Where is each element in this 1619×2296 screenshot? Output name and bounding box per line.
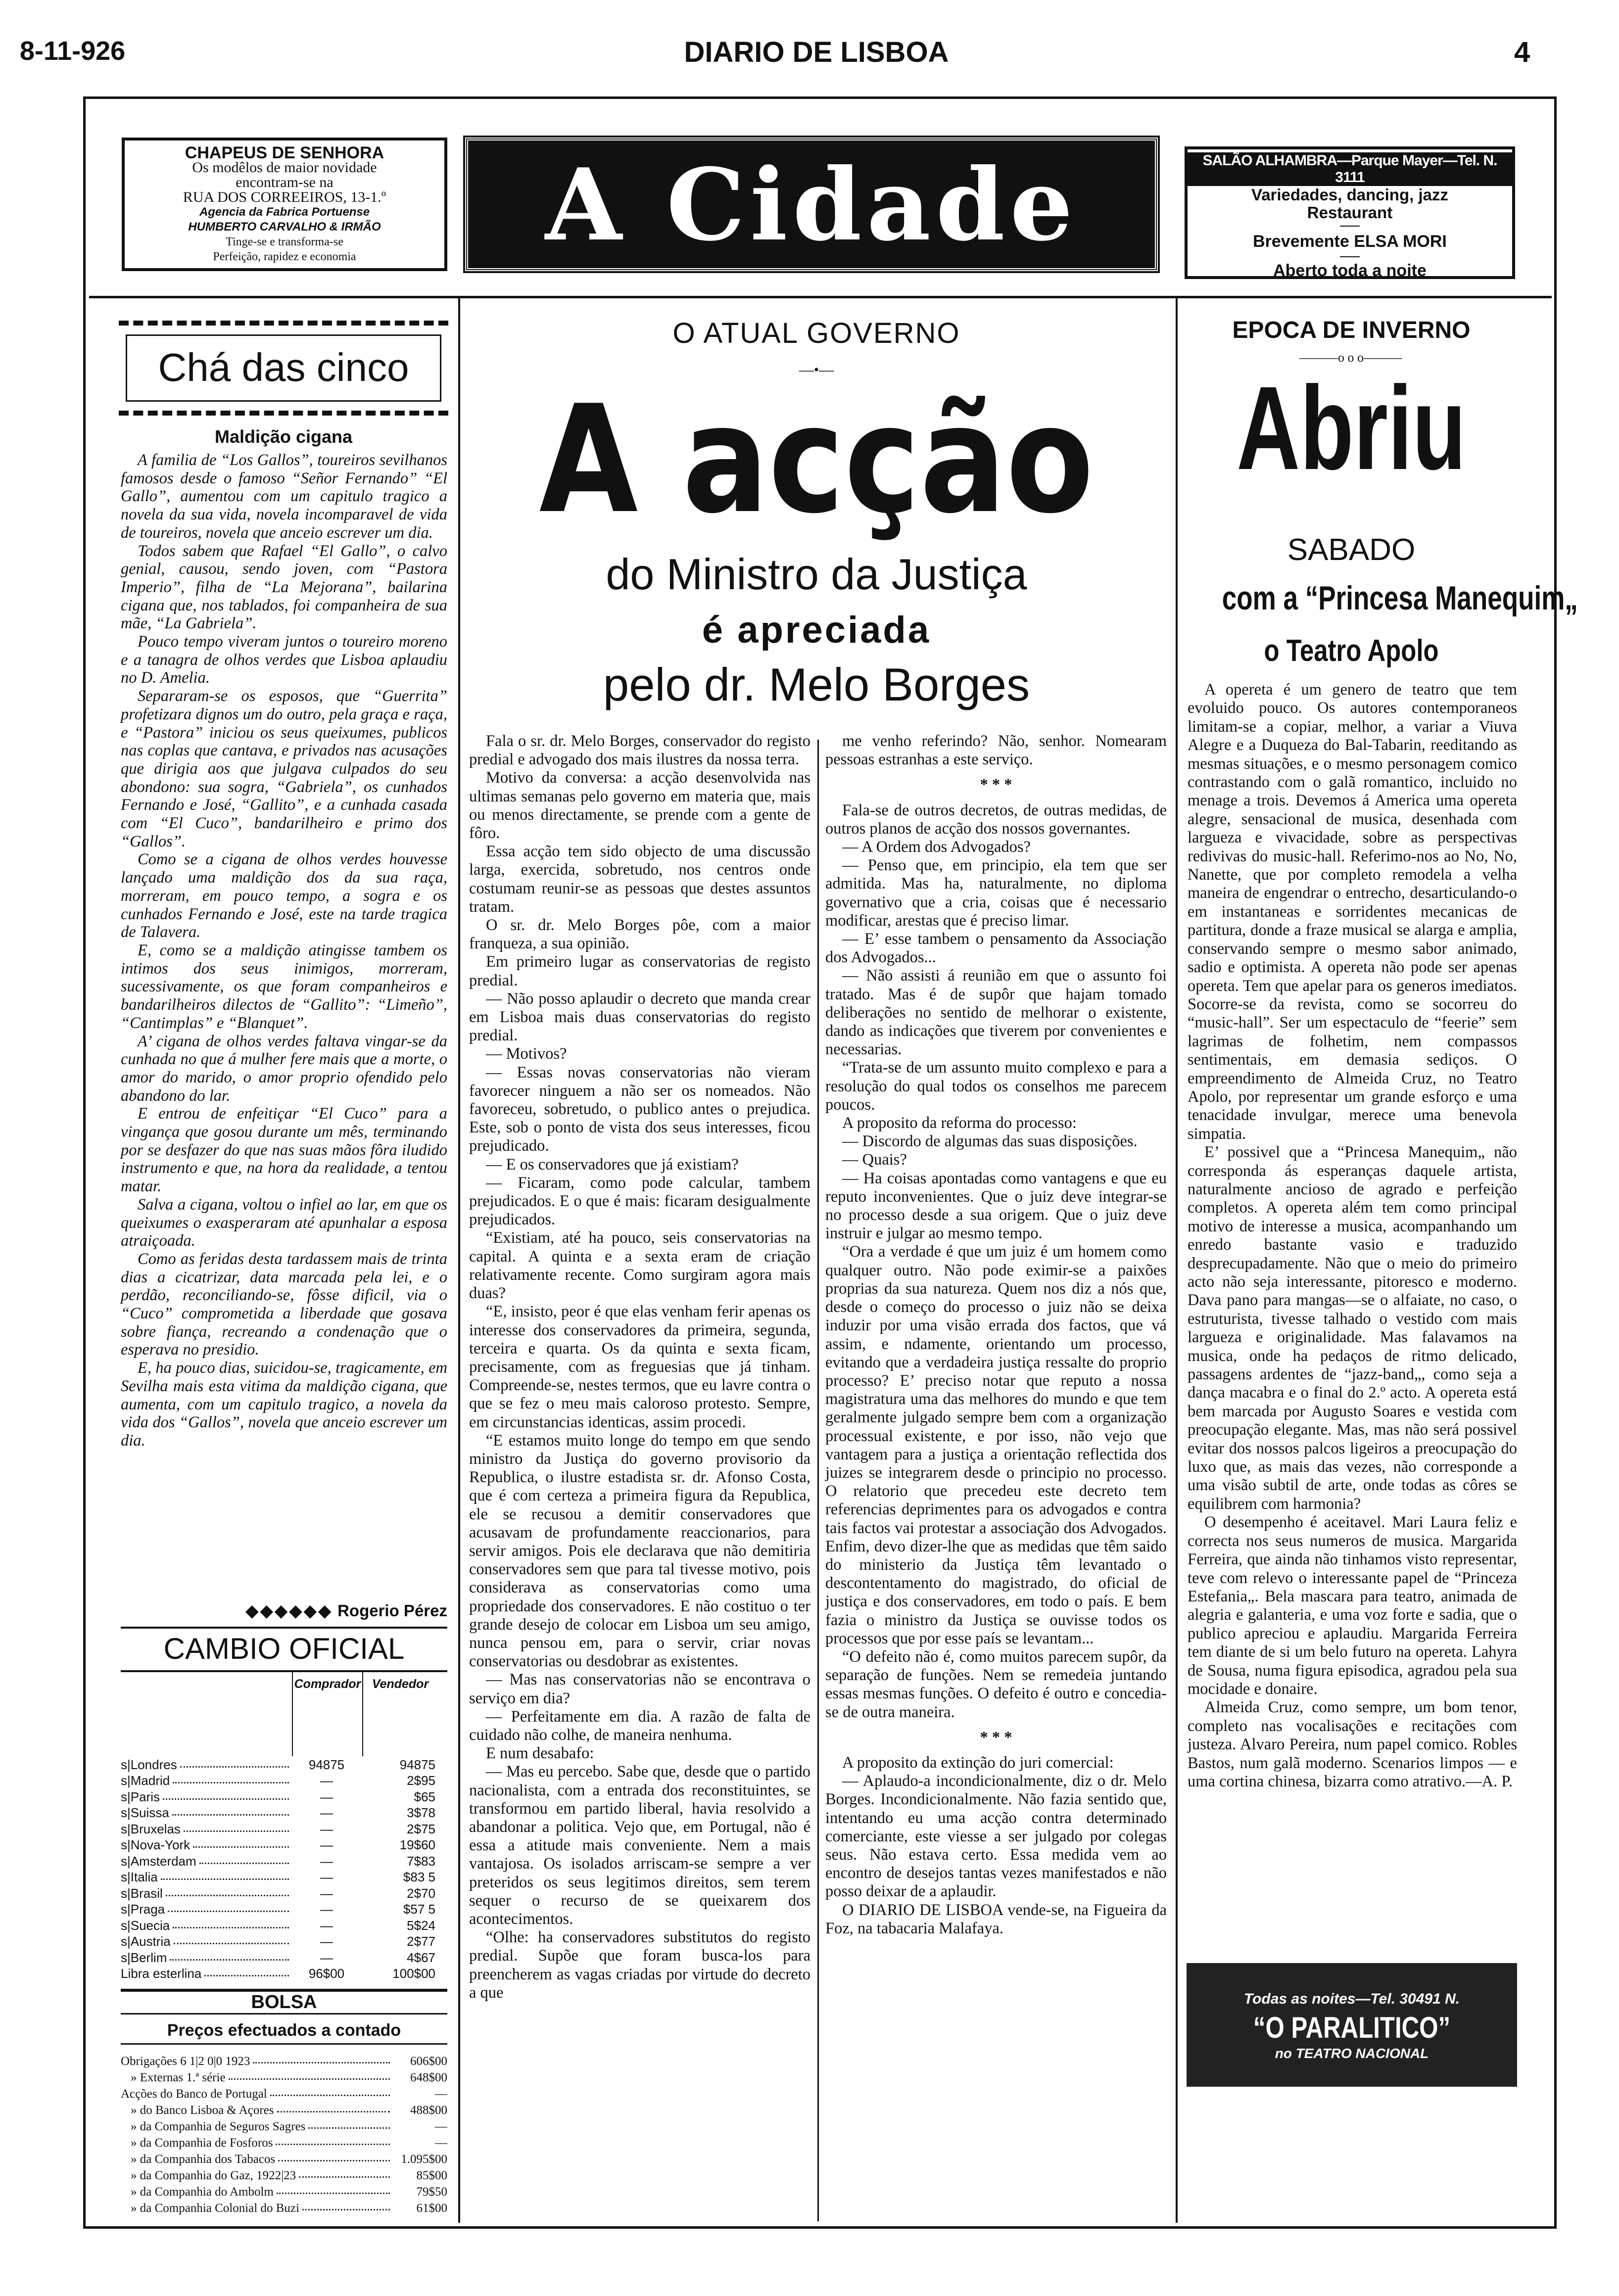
main-paragraph: Motivo da conversa: a acção desenvolvida nas ultimas semanas pelo governo em materia que, mais ou menos directamente, se prende com a gente de fôro.	[469, 769, 810, 843]
bolsa-security: Obrigações 6 1|2 0|0 1923	[121, 2055, 250, 2068]
cambio-col-sell: Vendedor	[372, 1677, 429, 1691]
main-paragraph: Fala o sr. dr. Melo Borges, conservador do registo predial e advogado dos mais ilustres da nossa terra.	[469, 732, 810, 769]
masthead-banner	[465, 138, 1158, 271]
cambio-buy: —	[320, 1853, 333, 1869]
cha-paragraph: E, ha pouco dias, suicidou-se, tragicamente, em Sevilha mais esta vitima da maldição cigana, que aumenta, com um capitulo tragico, a novela da vida dos “Gallos”, novela que anceio escrever um dia.	[121, 1359, 447, 1450]
cambio-sell: 2$70	[407, 1885, 435, 1901]
kicker-ornament: —•—	[799, 362, 834, 378]
cambio-table	[121, 1670, 447, 1981]
main-sub3: pelo dr. Melo Borges	[603, 658, 1030, 710]
main-paragraph: A proposito da extinção do juri comercial:	[842, 1753, 1114, 1772]
ad-alhambra-line: Aberto toda a noite	[1273, 261, 1427, 280]
cambio-sell: 19$60	[399, 1837, 435, 1852]
cha-paragraph: E entrou de enfeitiçar “El Cuco” para a vingança que gosou durante um mês, terminando por se desfazer do que nas suas mãos fôra iludido instrumento e que, na hora da realidade, a tentou matar.	[121, 1105, 447, 1196]
main-paragraph: — E os conservadores que já existiam?	[486, 1155, 739, 1173]
main-paragraph: — Mas nas conservatorias não se encontrava o serviço em dia?	[469, 1671, 810, 1707]
bolsa-security: » da Companhia do Ambolm	[131, 2185, 274, 2199]
page-date: 8-11-926	[20, 36, 126, 66]
main-paragraph: E num desabafo:	[486, 1744, 594, 1763]
cambio-currency: s|Brasil	[121, 1885, 163, 1901]
ad-paralitico-title: “O PARALITICO”	[1253, 2011, 1451, 2044]
main-paragraph: “Trata-se de um assunto muito complexo e para a resolução do qual todos os conselhos me parecem poucos.	[825, 1059, 1167, 1114]
cambio-buy: —	[320, 1805, 333, 1820]
cambio-sell: 3$78	[407, 1805, 435, 1820]
cambio-buy: —	[320, 1837, 333, 1852]
ad-chapeus-title: CHAPEUS DE SENHORA	[185, 143, 384, 162]
main-kicker: O ATUAL GOVERNO	[672, 317, 960, 349]
cambio-currency: s|Italia	[121, 1870, 158, 1884]
cha-paragraph: A’ cigana de olhos verdes faltava vingar-se da cunhada no que á mulher fere mais que a morte, o amor do marido, o amor proprio ofendido pelo abandono do lar.	[121, 1032, 447, 1105]
bolsa-security: » do Banco Lisboa & Açores	[131, 2104, 274, 2117]
main-paragraph: “E estamos muito longe do tempo em que sendo ministro da Justiça do governo provisorio da Republica, o ilustre estadista sr. dr. Afonso Costa, que é com certeza a primeira figura da Republica, ele se recusou a demitir conservadores que acusavam de profundamente reaccionarios, para servir amigos. Pois ele declarava que não demitiria conservadores sem que para tal tivesse motivo, pois considerava as conservatorias como uma propriedade dos conservadores. E não costituo o ter grande desejo de colocar em Lisboa um seu amigo, nunca pensou em, para o servir, criar novas conservatorias ou desdobrar as existentes.	[469, 1431, 810, 1671]
column-divider	[1176, 298, 1178, 2223]
apolo-paragraph: E’ possivel que a “Princesa Manequim„ não corresponda ás esperanças daquele artista, naturalmente ancioso de agrado e perfeição completos. A opereta além tem como principal motivo de interesse a musica, acompanhando um enredo bastante vasio e traduzido desprecupadamente. Não que o meio do primeiro acto não seja interessante, pitoresco e moderno. Dava pano para mangas—se o alfaiate, no caso, o estruturista, tivesse talhado o vestido com mais largueza e originalidade. Mas falavamos na musica, onde ha pedaços de ritmo delicado, passagens ardentes de “jazz-band„, como seja a dança macabra e o final do 2.º acto. A opereta está bem marcada por Augusto Soares e vestida com preocupação elegante. Mas, mas não será possivel evitar dos nossos palcos ligeiros a preocupação do luxo que, as mais das vezes, não corresponde a uma visão subtil de arte, onde todas as côres se equilibrem com harmonia?	[1188, 1143, 1517, 1513]
main-paragraph: — Ha coisas apontadas como vantagens e que eu reputo inconvenientes. Que o juiz deve integrar-se no processo desde a sua origem. Que o juiz deve instruir e julgar ao mesmo tempo.	[825, 1169, 1167, 1243]
bolsa-row	[121, 2134, 447, 2150]
cambio-buy: 96$00	[308, 1966, 345, 1981]
apolo-paragraph: O desempenho é aceitavel. Mari Laura feliz e correcta nos seus numeros de musica. Margarida Ferreira, que ainda não tinhamos visto representar, teve com relevo o interessante papel de “Princeza Estefania„. Bela mascara para teatro, animada de alegria e galanteria, e uma voz forte e sadia, que o publico apreciou e aplaudiu. Margarida Ferreira tem diante de si um belo futuro na opereta. Lahyra de Sousa, numa figura episodica, agradou pela sua mocidade e donaire.	[1188, 1513, 1517, 1698]
cha-banner	[119, 321, 448, 416]
main-paragraph: — Ficaram, como pode calcular, tambem prejudicados. E o que é mais: ficaram desigualmente prejudicados.	[469, 1173, 810, 1229]
main-paragraph: — Não posso aplaudir o decreto que manda crear em Lisboa mais duas conservatorias do registo predial.	[469, 989, 810, 1045]
cambio-buy: —	[320, 1950, 333, 1965]
ad-paralitico-line: Todas as noites—Tel. 30491 N.	[1243, 1991, 1460, 2007]
bolsa-row	[121, 2085, 447, 2101]
cambio-rows	[121, 1756, 447, 1981]
main-paragraph: “E, insisto, peor é que elas venham ferir apenas os interesse dos conservadores da primeira, segunda, terceira e quarta. Os da quinta e sexta ficam, precisamente, com as freguesias que já tinham. Compreende-se, nestes termos, que eu lavre contra o que se fez o meu mais caloroso protesto. Sempre, em circunstancias identicas, assim procedi.	[469, 1303, 810, 1431]
main-paragraph: “Ora a verdade é que um juiz é um homem como qualquer outro. Não pode eximir-se a paixões proprias da sua natureza. Quem nos diz a nós que, desde o começo do processo o juiz não se deixa induzir por uma visão errada dos factos, que vá assim, e ndamente, orientando um processo, evitando que a verdadeira justiça ressalte do proprio processo? E’ preciso notar que reputo a nossa magistratura uma das melhores do mundo e que tem geralmente julgado sempre bem com a organização processual existente, e por isso, não vejo que vantagem para a justiça a orientação reflectida dos juizes se integrarem desde o principio no processo. O relatorio que precedeu este decreto tem referencias deprimentes para os advogados e contra tais factos vai protestar a associação dos Advogados. Enfim, devo dizer-lhe que as medidas que têm saido do ministerio da Justiça têm levantado o descontentamento do magistrado, do oficial de justiça e dos conservadores, em todo o país. E bem fazia o ministro da Justiça se ouvisse todos os processos que por esse país se levantam...	[825, 1243, 1167, 1647]
ad-paralitico-line: no TEATRO NACIONAL	[1275, 2046, 1429, 2061]
ad-paralitico	[1187, 1963, 1517, 2087]
cambio-col-buy: Comprador	[293, 1672, 363, 1756]
bolsa-price: 61$00	[416, 2202, 447, 2215]
cambio-buy: —	[320, 1885, 333, 1901]
apolo-sub3: o Teatro Apolo	[1264, 634, 1439, 668]
bolsa-price: 648$00	[410, 2071, 447, 2084]
cambio-row	[121, 1917, 447, 1933]
cambio-row	[121, 1966, 447, 1982]
main-paragraph: A proposito da reforma do processo:	[842, 1114, 1077, 1132]
ad-alhambra	[1185, 146, 1515, 279]
ad-chapeus-line: encontram-se na	[236, 174, 333, 190]
cambio-currency: Libra esterlina	[121, 1966, 202, 1981]
page-number: 4	[1514, 36, 1530, 68]
bolsa-row	[121, 2068, 447, 2085]
ad-chapeus-address: RUA DOS CORREEIROS, 13-1.º	[183, 189, 386, 205]
cambio-buy: —	[320, 1789, 333, 1804]
bolsa-row	[121, 2052, 447, 2068]
cha-article-body	[121, 451, 447, 1450]
ad-alhambra-line: Restaurant	[1307, 203, 1393, 222]
cambio-sell: 100$00	[392, 1966, 435, 1981]
bolsa-price: 606$00	[410, 2055, 447, 2068]
main-paragraph: Em primeiro lugar as conservatorias de registo predial.	[469, 953, 810, 989]
main-paragraph: “Existiam, até ha pouco, seis conservatorias na capital. A quinta e a sexta eram de criação relativamente recente. Como surgiram agora mais duas?	[469, 1229, 810, 1303]
main-headline: A acção	[539, 374, 1094, 546]
bolsa-rows	[121, 2052, 447, 2215]
main-paragraph: me venho referindo? Não, senhor. Nomearam pessoas estranhas a este serviço.	[825, 732, 1167, 769]
main-paragraph: — Não assisti á reunião em que o assunto foi tratado. Mas é de supôr que hajam tomado deliberações no sentido de melhorar o existente, dando as indicações que tiverem por convenientes e necessarias.	[825, 967, 1167, 1059]
apolo-sub2: com a “Princesa Manequim„	[1222, 579, 1578, 617]
main-paragraph: — Discordo de algumas das suas disposições.	[842, 1132, 1138, 1151]
cha-author: ◆◆◆◆◆◆ Rogerio Pérez	[245, 1601, 447, 1620]
cambio-row	[121, 1805, 447, 1821]
ad-chapeus	[122, 138, 447, 271]
masthead-title: A Cidade	[545, 147, 1078, 263]
bolsa-row	[121, 2150, 447, 2166]
cambio-title: CAMBIO OFICIAL	[121, 1627, 447, 1666]
main-paragraph: — Motivos?	[486, 1045, 567, 1063]
cambio-currency: s|Amsterdam	[121, 1853, 196, 1869]
cambio-row	[121, 1869, 447, 1885]
main-paragraph: — Perfeitamente em dia. A razão de falta de cuidado não colhe, de maneira nenhuma.	[469, 1707, 810, 1744]
main-paragraph: * * *	[980, 776, 1012, 794]
bolsa-security: Acções do Banco de Portugal	[121, 2087, 267, 2101]
main-paragraph: “Olhe: ha conservadores substitutos do registo predial. Supõe que foram busca-los para preencherem as vagas criadas por virtude do decreto a que	[469, 1928, 810, 2002]
cambio-buy: —	[320, 1773, 333, 1788]
cambio-row	[121, 1901, 447, 1918]
cambio-sell: 5$24	[407, 1918, 435, 1933]
apolo-sub1: SABADO	[1287, 533, 1416, 567]
cambio-buy: —	[320, 1902, 333, 1917]
cha-article-title: Maldição cigana	[214, 426, 353, 447]
cambio-currency: s|Nova-York	[121, 1837, 190, 1852]
main-paragraph: Fala-se de outros decretos, de outras medidas, de outros planos de acção dos nossos governantes.	[825, 801, 1167, 838]
cambio-sell: 4$67	[407, 1950, 435, 1965]
bolsa-row	[121, 2199, 447, 2215]
apolo-article-body	[1188, 681, 1517, 1791]
main-paragraph: Essa acção tem sido objecto de uma discussão larga, exercida, sobretudo, nos centros onde costumam reunir-se as pessoas que destes assuntos tratam.	[469, 843, 810, 916]
bolsa-row	[121, 2166, 447, 2183]
bolsa-security: » da Companhia Colonial do Buzi	[131, 2202, 299, 2215]
cha-paragraph: E, como se a maldição atingisse tambem os intimos dos seus inimigos, morreram, sucessivamente, os que foram companheiros e bandarilheiros dilectos de “Gallito”: “Limeño”, “Cantimplas” e “Blanquet”.	[121, 941, 447, 1032]
cambio-buy: —	[320, 1821, 333, 1836]
main-paragraph: — Penso que, em principio, ela tem que ser admitida. Mas ha, naturalmente, no diploma governativo que a cria, coisas que é necessario modificar, arestas que é preciso limar.	[825, 856, 1167, 930]
cambio-row	[121, 1821, 447, 1837]
cambio-buy: 94875	[308, 1757, 345, 1772]
ad-chapeus-line: Perfeição, rapidez e economia	[213, 250, 356, 263]
cambio-row	[121, 1933, 447, 1950]
cambio-sell: 94875	[399, 1757, 435, 1772]
cambio-currency: s|Austria	[121, 1934, 171, 1949]
main-paragraph: O sr. dr. Melo Borges pôe, com a maior franqueza, a sua opinião.	[469, 916, 810, 953]
cambio-sell: 2$77	[407, 1934, 435, 1949]
kicker-ornament: ———o o o———	[1299, 350, 1402, 365]
bolsa-row	[121, 2101, 447, 2117]
apolo-kicker: EPOCA DE INVERNO	[1232, 317, 1471, 343]
cha-banner-title: Chá das cinco	[158, 345, 409, 389]
bolsa-price: 85$00	[416, 2169, 447, 2182]
main-paragraph: — Quais?	[842, 1151, 907, 1169]
apolo-paragraph: A opereta é um genero de teatro que tem evoluido pouco. Os autores contemporaneos limitam-se a copiar, melhor, a variar a Viuva Alegre e a Duqueza do Bal-Tabarin, reeditando as mesmas situações, e o mesmo personagem comico contrastando com o galã romantico, incluido no menage a trois. Devemos á America uma opereta alegre, sensacional de musica, desenhada com largueza e vivacidade, sobre as perspectivas redivivas do music-hall. Referimo-nos ao No, No, Nanette, que por completo remodela a velha maneira de engendrar o entrecho, desarticulando-o em instantaneas e sorridentes mecanicas de partitura, donde a fraze musical se alarga e amplia, conservando sempre o mesmo sabor animado, sadio e optimista. A opereta não pode ser apenas opereta. Tem que apelar para os generos imediatos. Socorre-se da revista, como se socorreu do “music-hall”. Ser um espectaculo de “feerie” sem lagrimas de folhetim, nem compassos sentimentais, em demasia sediços. O empreendimento de Almeida Cruz, no Teatro Apolo, por representar um grande esforço e uma tenacidade invulgar, merece uma benevola simpatia.	[1188, 681, 1517, 1143]
bolsa-price: 1.095$00	[401, 2153, 447, 2166]
bolsa-subtitle: Preços efectuados a contado	[121, 2021, 447, 2045]
cambio-row	[121, 1885, 447, 1901]
bolsa-price: —	[435, 2136, 447, 2150]
cambio-sell: $65	[414, 1789, 435, 1804]
bolsa-title: BOLSA	[121, 1989, 447, 2015]
main-paragraph: — E’ esse tambem o pensamento da Associação dos Advogados...	[825, 930, 1167, 967]
cambio-currency: s|Praga	[121, 1902, 165, 1917]
column-divider	[458, 298, 460, 2223]
cha-paragraph: Todos sabem que Rafael “El Gallo”, o calvo genial, causou, sendo joven, com “Pastora Imperio”, filha de “La Mejorana”, bailarina cigana que, nos tablados, foi companheira de sua mãe, “La Gabriela”.	[121, 542, 447, 633]
main-sub2: é apreciada	[702, 609, 931, 651]
ad-alhambra-line: Variedades, dancing, jazz	[1251, 186, 1448, 204]
cha-paragraph: A familia de “Los Gallos”, toureiros sevilhanos famosos desde o famoso “Señor Fernando” “El Gallo”, aumentou com um capitulo tragico a novela da sua vida, novela incomparavel de vida de toureiros, novela que anceio escrever um dia.	[121, 451, 447, 542]
cambio-currency: s|Madrid	[121, 1773, 170, 1788]
bolsa-row	[121, 2117, 447, 2134]
ad-chapeus-line: HUMBERTO CARVALHO & IRMÃO	[188, 220, 381, 234]
ad-alhambra-line: Brevemente ELSA MORI	[1253, 232, 1447, 251]
cambio-row	[121, 1949, 447, 1966]
bolsa-security: » da Companhia dos Tabacos	[131, 2153, 276, 2166]
cambio-currency: s|Bruxelas	[121, 1821, 181, 1836]
cambio-sell: 2$75	[407, 1821, 435, 1836]
cha-paragraph: Como se a cigana de olhos verdes houvesse lançado uma maldição dos da sua raça, morreram, em pouco tempo, a sogra e os cunhados Fernando e José, este na tarde tragica de Talavera.	[121, 850, 447, 941]
bolsa-price: 488$00	[410, 2104, 447, 2117]
main-article-col1	[469, 732, 810, 2002]
bolsa-price: —	[435, 2087, 447, 2101]
cambio-sell: 7$83	[407, 1853, 435, 1869]
bolsa-price: —	[435, 2120, 447, 2133]
cha-paragraph: Como as feridas desta tardassem mais de trinta dias a cicatrizar, data marcada pela lei, e o perdão, reconciliando-se, fôsse dificil, via o “Cuco” comprometida a liberdade que gosava sobre fiança, recreando a condenação que o esperava no presidio.	[121, 1250, 447, 1359]
main-paragraph: “O defeito não é, como muitos parecem supôr, da separação de funções. Nem se remedeia juntando essas mesmas funções. O defeito é outro e concedia-se de outra maneira.	[825, 1647, 1167, 1721]
main-paragraph: O DIARIO DE LISBOA vende-se, na Figueira da Foz, na tabacaria Malafaya.	[825, 1901, 1167, 1937]
column-divider	[817, 740, 819, 2221]
cha-paragraph: Pouco tempo viveram juntos o toureiro moreno e a tanagra de olhos verdes que Lisboa aplaudiu no D. Amelia.	[121, 633, 447, 687]
cambio-currency: s|Londres	[121, 1757, 177, 1772]
cambio-buy: —	[320, 1934, 333, 1949]
cha-paragraph: Salva a cigana, voltou o infiel ao lar, em que os queixumes o exasperaram até apunhalar a esposa atraiçoada.	[121, 1195, 447, 1250]
bolsa-security: » da Companhia do Gaz, 1922|23	[131, 2169, 296, 2182]
main-sub1: do Ministro da Justiça	[606, 550, 1027, 599]
main-paragraph: — Aplaudo-a incondicionalmente, diz o dr. Melo Borges. Incondicionalmente. Não fazia sentido que, intentando eu uma acção contra determinado comerciante, este viesse a ser julgado por colegas seus. Não estava certo. Essa medida vem ao encontro de desejos tantas vezes manifestados e não posso deixar de a aplaudir.	[825, 1772, 1167, 1901]
ad-chapeus-line: Os modêlos de maior novidade	[192, 159, 377, 176]
main-paragraph: — Essas novas conservatorias não vieram favorecer ninguem a não ser os nomeados. Não favoreceu, sobretudo, o publico antes o prejudica. Este, sob o ponto de vista dos seus interesses, ficou prejudicado.	[469, 1063, 810, 1155]
bolsa-security: » Externas 1.ª série	[131, 2071, 226, 2084]
cambio-row	[121, 1756, 447, 1773]
cambio-currency: s|Berlim	[121, 1950, 167, 1965]
ad-alhambra-title: SALÃO ALHAMBRA—Parque Mayer—Tel. N. 3111	[1188, 152, 1512, 186]
main-paragraph: — A Ordem dos Advogados?	[842, 838, 1031, 856]
apolo-headline: Abriu	[1237, 362, 1466, 494]
cambio-sell: $57 5	[403, 1902, 435, 1917]
main-paragraph: — Mas eu percebo. Sabe que, desde que o partido nacionalista, com a entrada dos reconstituintes, se transformou em partido liberal, havia resolvido a abandonar a politica. Vejo que, em Portugal, não é essa a atitude mais conveniente. Nem a mais vantajosa. Os isolados arriscam-se sempre a ver preteridos os seus legitimos direitos, sem terem sequer o recurso de se queixarem dos acontecimentos.	[469, 1763, 810, 1928]
cambio-row	[121, 1853, 447, 1869]
divider	[89, 296, 1552, 298]
cambio-row	[121, 1773, 447, 1789]
bolsa-security: » da Companhia de Fosforos	[131, 2136, 273, 2150]
cambio-row	[121, 1788, 447, 1805]
cambio-buy: —	[320, 1918, 333, 1933]
ad-chapeus-line: Agencia da Fabrica Portuense	[199, 205, 370, 219]
cambio-currency: s|Paris	[121, 1789, 160, 1804]
cambio-sell: 2$95	[407, 1773, 435, 1788]
newspaper-name: DIARIO DE LISBOA	[684, 36, 949, 68]
apolo-paragraph: Almeida Cruz, como sempre, um bom tenor, completo nas vocalisações e recitações com justeza. Alvaro Pereira, num papel comico. Robles Bastos, num galã moderno. Scenarios limpos — e uma cortina chinesa, bizarra como atrativo.—A. P.	[1188, 1698, 1517, 1790]
ad-chapeus-line: Tinge-se e transforma-se	[226, 235, 343, 248]
cambio-row	[121, 1837, 447, 1853]
bolsa-row	[121, 2183, 447, 2199]
cambio-currency: s|Suissa	[121, 1805, 169, 1820]
bolsa-security: » da Companhia de Seguros Sagres	[131, 2120, 306, 2133]
main-article-col2	[825, 732, 1167, 1938]
cambio-currency: s|Suecia	[121, 1918, 170, 1933]
bolsa-price: 79$50	[416, 2185, 447, 2199]
cha-author-name: Rogerio Pérez	[337, 1601, 447, 1620]
cha-paragraph: Separaram-se os esposos, que “Guerrita” profetizara dignos um do outro, pela graça e raça, e “Pastora” iniciou os seus queixumes, publicos nas coplas que cantava, e privados nas acusações que dirigia aos que julgava culpados do seu abondono: sua sogra, “Gabriela”, os cunhados Fernando e José, “Gallito”, e a cunhada casada com “El Cuco”, bandarilheiro e primo dos “Gallos”.	[121, 687, 447, 850]
cambio-sell: $83 5	[403, 1870, 435, 1884]
main-paragraph: * * *	[980, 1728, 1012, 1746]
cambio-buy: —	[320, 1870, 333, 1884]
